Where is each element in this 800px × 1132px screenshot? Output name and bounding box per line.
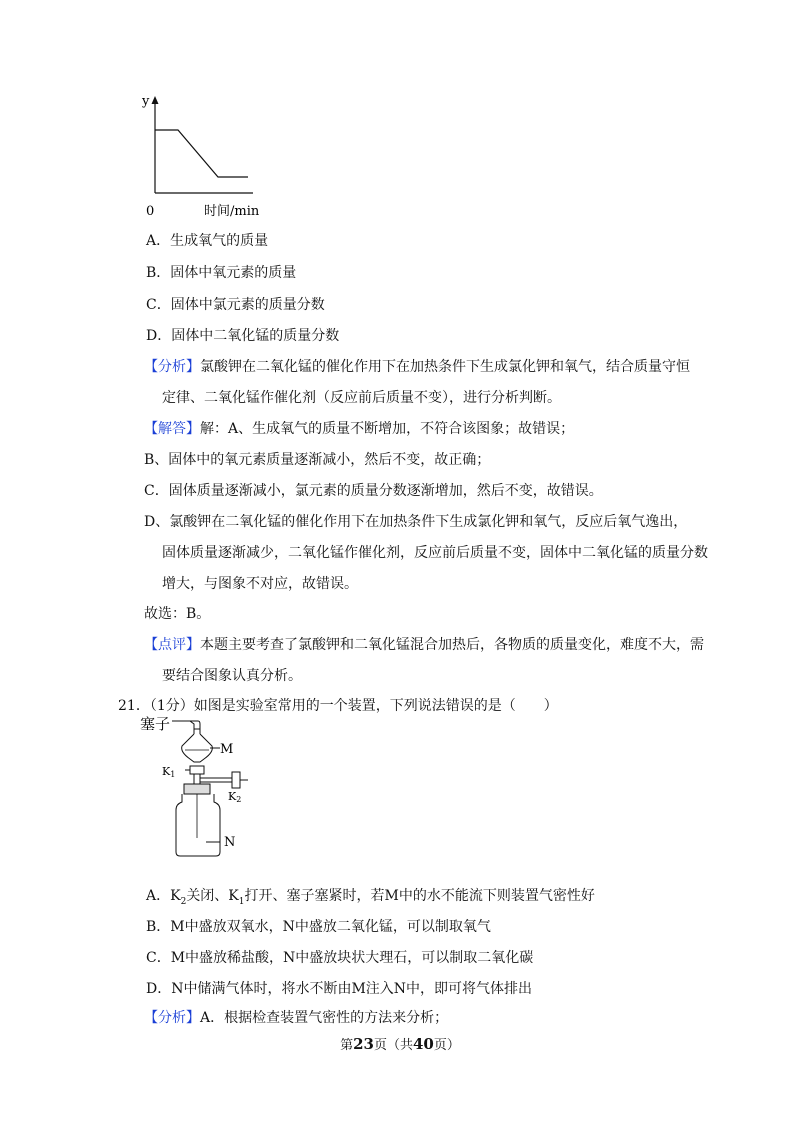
k2-valve <box>232 772 240 788</box>
q20-analysis-line-1: 【分析】氯酸钾在二氧化锰的催化作用下在加热条件下生成氯化钾和氧气，结合质量守恒 <box>144 359 690 375</box>
quantity-time-graph <box>138 92 268 222</box>
x-axis-label: 时间/min <box>204 204 260 219</box>
q20-option-b: B．固体中氧元素的质量 <box>146 265 297 281</box>
stopper-label: 塞子 <box>140 715 171 733</box>
q21-option-d: D．N中储满气体时，将水不断由M注入N中，即可将气体排出 <box>146 981 533 997</box>
graph-curve <box>155 130 248 177</box>
page-total: 40 <box>413 1035 434 1053</box>
origin-label: 0 <box>146 204 155 219</box>
bottle-n <box>176 794 220 856</box>
analysis-tag: 【分析】 <box>144 359 200 375</box>
q20-answer-line-1: 【解答】解：A、生成氧气的质量不断增加，不符合该图象；故错误； <box>144 421 575 437</box>
y-axis-arrow <box>152 96 159 104</box>
k1-label: K1 <box>162 765 176 779</box>
q20-comment-line-1: 【点评】本题主要考查了氯酸钾和二氧化锰混合加热后，各物质的质量变化，难度不大，需 <box>144 637 704 653</box>
analysis-tag-2: 【分析】 <box>144 1010 200 1026</box>
q20-answer-line-4: D、氯酸钾在二氧化锰的催化作用下在加热条件下生成氯化钾和氧气，反应后氧气逸出， <box>144 514 688 530</box>
rubber-stopper <box>184 784 210 794</box>
apparatus-figure <box>140 712 260 862</box>
k2-label: K2 <box>228 790 242 804</box>
q20-choice: 故选：B。 <box>144 606 211 622</box>
q21-analysis-line: 【分析】A．根据检查装置气密性的方法来分析； <box>144 1010 449 1026</box>
q20-analysis-line-2: 定律、二氧化锰作催化剂（反应前后质量不变），进行分析判断。 <box>162 390 561 406</box>
y-axis-label: y <box>142 94 150 109</box>
n-label: N <box>224 835 236 850</box>
q20-answer-line-3: C．固体质量逐渐减小，氯元素的质量分数逐渐增加，然后不变，故错误。 <box>144 483 603 499</box>
side-tube <box>200 778 232 782</box>
q20-option-a: A．生成氧气的质量 <box>146 233 269 249</box>
page-number: 23 <box>353 1035 374 1053</box>
q20-answer-line-2: B、固体中的氧元素质量逐渐减小，然后不变，故正确； <box>144 452 491 468</box>
comment-tag: 【点评】 <box>144 637 200 653</box>
k1-valve <box>190 766 204 774</box>
q21-option-a: A．$K_2$关闭、$K_1$打开、塞子塞紧时，若M中的水不能流下则装置气密性好 <box>146 888 595 907</box>
answer-tag: 【解答】 <box>144 421 200 437</box>
separatory-funnel <box>182 734 213 762</box>
stopper <box>190 721 200 729</box>
q20-answer-line-6: 增大，与图象不对应，故错误。 <box>162 576 358 592</box>
q20-answer-line-5: 固体质量逐渐减少，二氧化锰作催化剂，反应前后质量不变，固体中二氧化锰的质量分数 <box>162 545 708 561</box>
q20-option-d: D．固体中二氧化锰的质量分数 <box>146 328 340 344</box>
q21-stem: 21．（1分）如图是实验室常用的一个装置，下列说法错误的是（ ） <box>118 698 558 714</box>
q20-option-c: C．固体中氯元素的质量分数 <box>146 297 325 313</box>
q21-option-b: B．M中盛放双氧水，N中盛放二氧化锰，可以制取氧气 <box>146 919 491 935</box>
m-label: M <box>220 742 234 757</box>
page-footer: 第23页（共40页） <box>340 1035 460 1053</box>
q20-comment-line-2: 要结合图象认真分析。 <box>162 668 302 684</box>
q21-option-c: C．M中盛放稀盐酸，N中盛放块状大理石，可以制取二氧化碳 <box>146 950 534 966</box>
